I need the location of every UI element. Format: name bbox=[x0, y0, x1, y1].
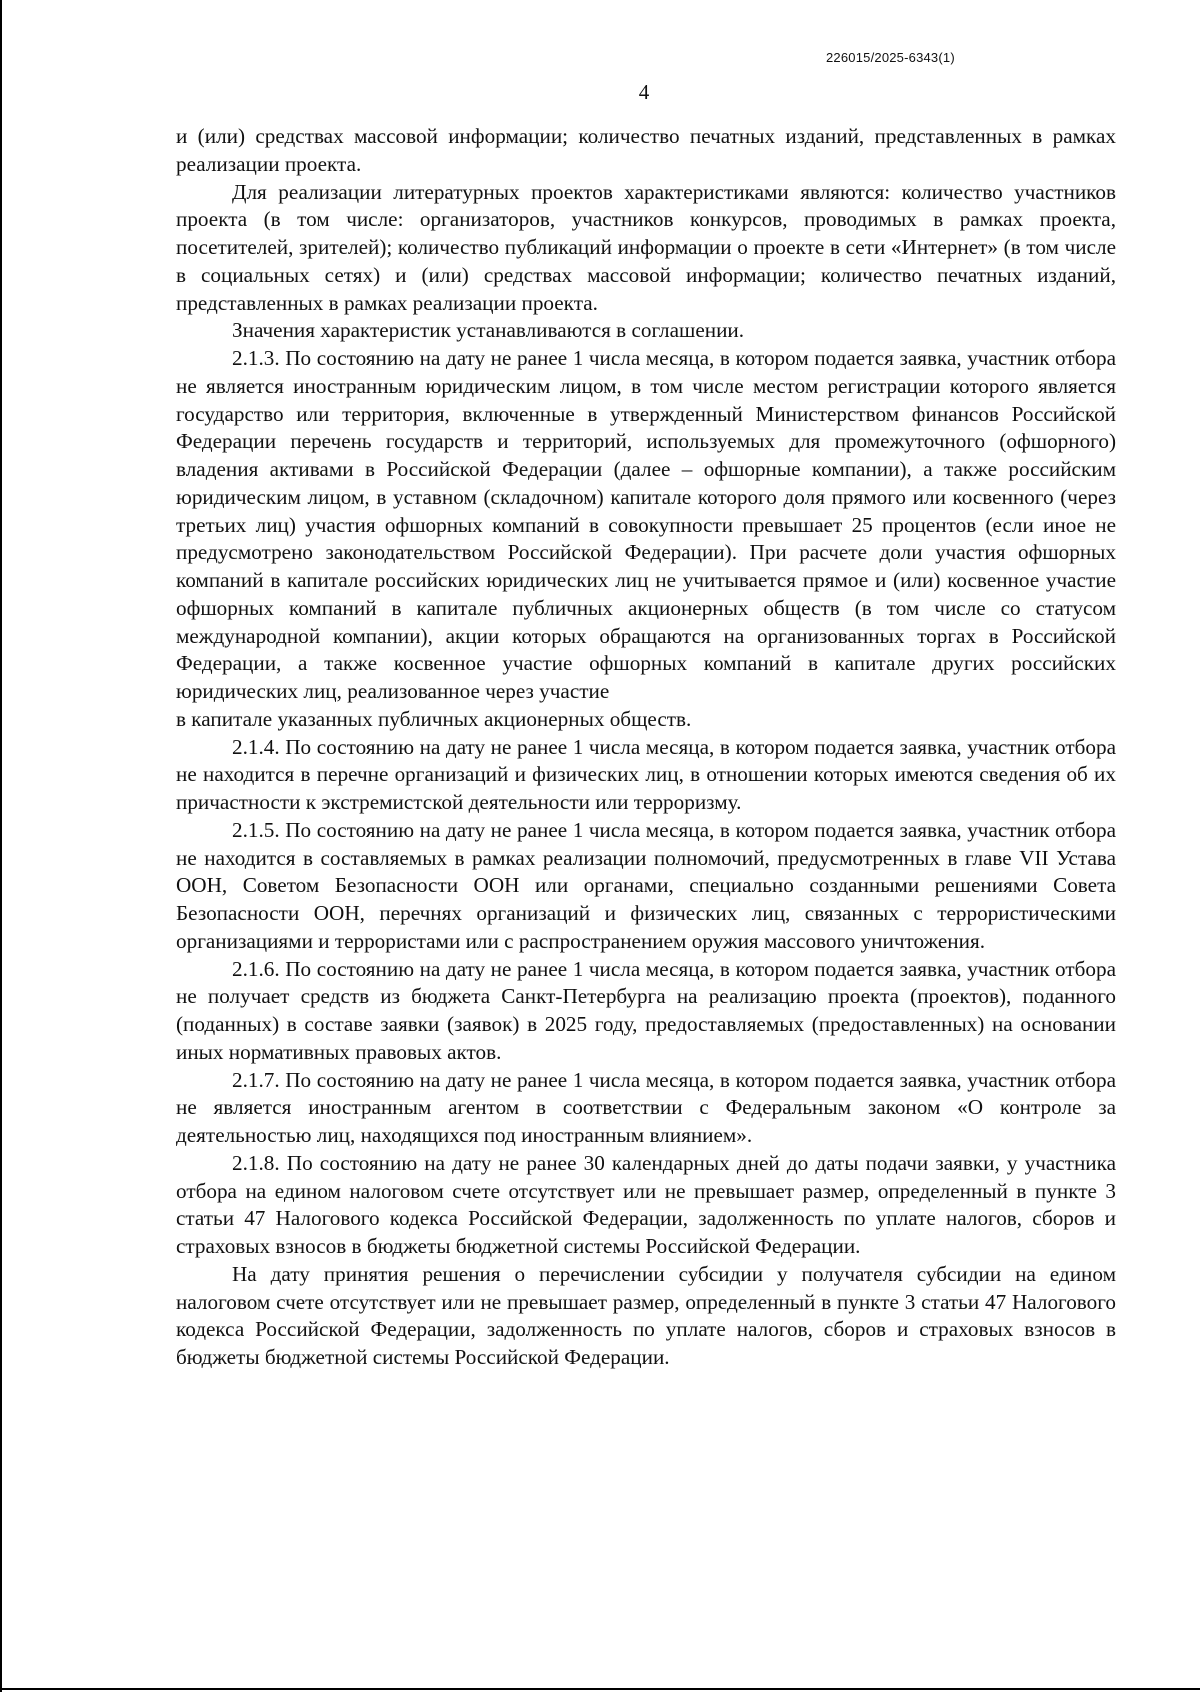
paragraph-2-1-8: 2.1.8. По состоянию на дату не ранее 30 календарных дней до даты подачи заявки, у участника отбора на едином налоговом счете отсутствует или не превышает размер, определенный в пункте 3 статьи 47 Налогового кодекса Российской Федерации, задолженность по уплате налогов, сборов и страховых взносов в бюджеты бюджетной системы Российской Федерации. bbox=[176, 1150, 1116, 1258]
paragraph-2-1-7: 2.1.7. По состоянию на дату не ранее 1 числа месяца, в котором подается заявка, участник отбора не является иностранным агентом в соответствии с Федеральным законом «О контроле за деятельностью лиц, находящихся под иностранным влиянием». bbox=[176, 1067, 1116, 1147]
paragraph-continuation: и (или) средствах массовой информации; количество печатных изданий, представленных в рамках реализации проекта. bbox=[176, 124, 1116, 176]
document-registration-number: 226015/2025-6343(1) bbox=[826, 50, 955, 65]
paragraph-2-1-3-continuation: в капитале указанных публичных акционерных обществ. bbox=[176, 706, 692, 731]
paragraph-characteristics-values: Значения характеристик устанавливаются в соглашении. bbox=[232, 318, 745, 343]
document-body bbox=[176, 123, 1116, 1372]
scan-edge-bottom bbox=[0, 1688, 1200, 1690]
paragraph-literary-projects: Для реализации литературных проектов характеристиками являются: количество участников проекта (в том числе: организаторов, участников конкурсов, проводимых в рамках проекта, посетителей, зрителей); количество публикаций информации о проекте в сети «Интернет» (в том числе в социальных сетях) и (или) средствах массовой информации; количество печатных изданий, представленных в рамках реализации проекта. bbox=[176, 179, 1116, 315]
paragraph-2-1-3: 2.1.3. По состоянию на дату не ранее 1 числа месяца, в котором подается заявка, участник отбора не является иностранным юридическим лицом, в том числе местом регистрации которого является государство или территория, включенные в утвержденный Министерством финансов Российской Федерации перечень государств и территорий, используемых для промежуточного (офшорного) владения активами в Российской Федерации (далее – офшорные компании), а также российским юридическим лицом, в уставном (складочном) капитале которого доля прямого или косвенного (через третьих лиц) участия офшорных компаний в совокупности превышает 25 процентов (если иное не предусмотрено законодательством Российской Федерации). При расчете доли участия офшорных компаний в капитале российских юридических лиц не учитывается прямое и (или) косвенное участие офшорных компаний в капитале публичных акционерных обществ (в том числе со статусом международной компании), акции которых обращаются на организованных торгах в Российской Федерации, а также косвенное участие офшорных компаний в капитале других российских юридических лиц, реализованное через участие bbox=[176, 346, 1116, 703]
paragraph-2-1-6: 2.1.6. По состоянию на дату не ранее 1 числа месяца, в котором подается заявка, участник отбора не получает средств из бюджета Санкт-Петербурга на реализацию проекта (проектов), поданного (поданных) в составе заявки (заявок) в 2025 году, предоставляемых (предоставленных) на основании иных нормативных правовых актов. bbox=[176, 956, 1116, 1064]
paragraph-2-1-4: 2.1.4. По состоянию на дату не ранее 1 числа месяца, в котором подается заявка, участник отбора не находится в перечне организаций и физических лиц, в отношении которых имеются сведения об их причастности к экстремистской деятельности или терроризму. bbox=[176, 734, 1116, 814]
scan-edge-left bbox=[0, 0, 2, 1692]
paragraph-subsidy-decision: На дату принятия решения о перечислении субсидии у получателя субсидии на едином налоговом счете отсутствует или не превышает размер, определенный в пункте 3 статьи 47 Налогового кодекса Российской Федерации, задолженность по уплате налогов, сборов и страховых взносов в бюджеты бюджетной системы Российской Федерации. bbox=[176, 1261, 1116, 1369]
paragraph-2-1-5: 2.1.5. По состоянию на дату не ранее 1 числа месяца, в котором подается заявка, участник отбора не находится в составляемых в рамках реализации полномочий, предусмотренных в главе VII Устава ООН, Советом Безопасности ООН или органами, специально созданными решениями Совета Безопасности ООН, перечнях организаций и физических лиц, связанных с террористическими организациями и террористами или с распространением оружия массового уничтожения. bbox=[176, 817, 1116, 953]
page-number: 4 bbox=[638, 80, 650, 104]
